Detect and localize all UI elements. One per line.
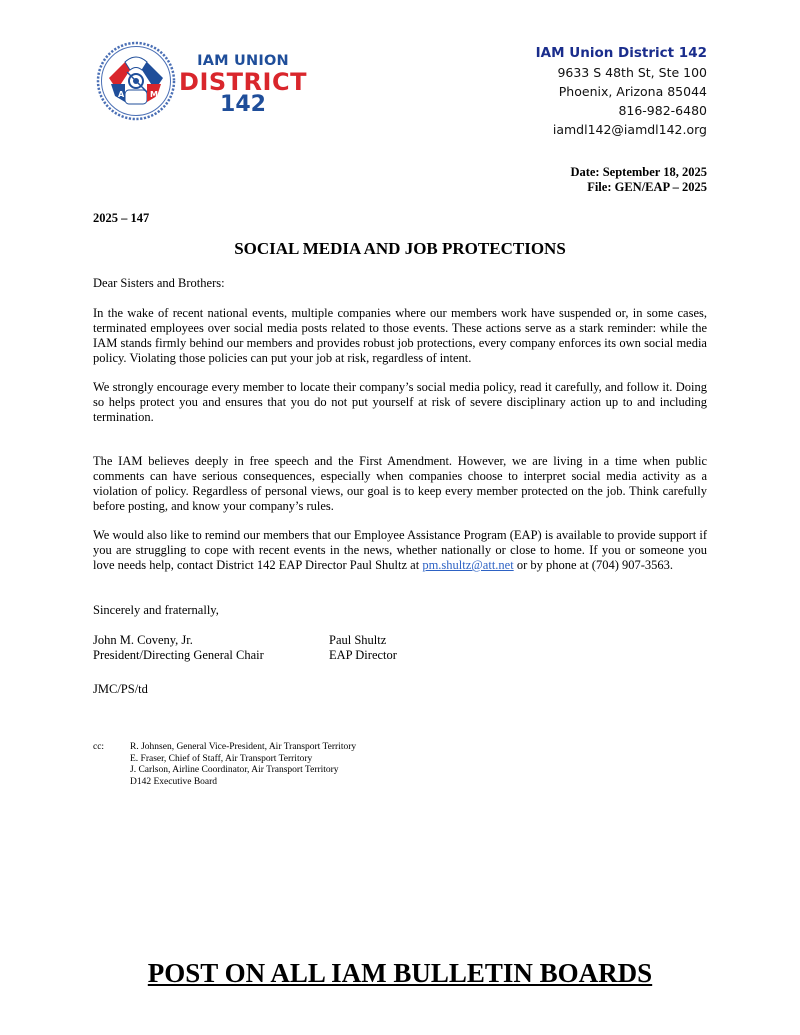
letter-file: File: GEN/EAP – 2025 (587, 180, 707, 194)
logo-wordmark (173, 54, 313, 116)
letter-title: SOCIAL MEDIA AND JOB PROTECTIONS (234, 239, 566, 258)
logo-line-iam-union: IAM UNION (197, 53, 289, 69)
letter-date: Date: September 18, 2025 (570, 165, 707, 179)
paragraph-4-text-after: or by phone at (704) 907-3563. (513, 558, 674, 572)
iam-district-142-logo (95, 40, 310, 130)
eap-email-link[interactable]: pm.shultz@att.net (422, 558, 514, 572)
cc-recipient: R. Johnsen, General Vice-President, Air Transport Territory (130, 742, 357, 752)
letter-reference-number: 2025 – 147 (93, 211, 150, 225)
svg-text:A: A (118, 90, 125, 99)
paragraph-4 (93, 528, 707, 573)
letterhead (0, 0, 800, 150)
iam-gear-seal-icon (95, 40, 177, 122)
logo-line-district: DISTRICT (179, 67, 307, 96)
paragraph-1: In the wake of recent national events, multiple companies where our members work have suspended or, in some cases, terminated employees over social media posts related to those events. These actions serve as a stark reminder: while the IAM stands firmly behind our members and provides robust job protections, every company enforces its own social media policy. Violating those policies can put your job at risk, regardless of intent. (93, 306, 707, 365)
org-address-line1: 9633 S 48th St, Ste 100 (557, 65, 707, 80)
typist-initials: JMC/PS/td (93, 682, 148, 696)
paragraph-2: We strongly encourage every member to locate their company’s social media policy, read it carefully, and follow it. Doing so helps protect you and ensures that you do not put yourself at risk of severe disciplinary action up to and including termination. (93, 380, 707, 424)
bulletin-board-notice: POST ON ALL IAM BULLETIN BOARDS (147, 958, 653, 988)
signer-name: Paul Shultz (329, 633, 387, 647)
cc-recipients (130, 742, 356, 788)
closing: Sincerely and fraternally, (93, 603, 219, 617)
cc-list (93, 742, 356, 788)
cc-label: cc: (93, 742, 105, 752)
paragraph-4-text-before: We would also like to remind our members that our Employee Assistance Program (EAP) is available to provide support if you are struggling to cope with recent events in the news, whether nationally or close to home. If you or someone you love needs help, contact District 142 EAP Director Paul Shultz at (93, 528, 707, 572)
signature-block-coveny (93, 633, 264, 663)
signer-title: EAP Director (329, 648, 397, 662)
letter-meta (570, 165, 707, 195)
signature-block-shultz (329, 633, 397, 663)
org-phone: 816-982-6480 (618, 103, 707, 118)
paragraph-3: The IAM believes deeply in free speech and the First Amendment. However, we are living in a time when public comments can have serious consequences, especially when companies choose to interpret social media activity as a violation of policy. Regardless of personal views, our goal is to keep every member protected on the job. Think carefully before posting, and know your company’s rules. (93, 454, 707, 513)
org-name: IAM Union District 142 (535, 45, 707, 61)
signer-title: President/Directing General Chair (93, 648, 264, 662)
org-address-line2: Phoenix, Arizona 85044 (558, 84, 707, 99)
cc-recipient: J. Carlson, Airline Coordinator, Air Transport Territory (130, 765, 339, 775)
cc-recipient: D142 Executive Board (130, 776, 218, 787)
svg-text:M: M (150, 90, 158, 99)
cc-recipient: E. Fraser, Chief of Staff, Air Transport Territory (130, 753, 313, 764)
signer-name: John M. Coveny, Jr. (93, 633, 193, 647)
logo-line-142: 142 (220, 91, 266, 117)
org-email: iamdl142@iamdl142.org (552, 122, 707, 137)
org-contact-block (536, 44, 707, 139)
salutation: Dear Sisters and Brothers: (93, 276, 225, 290)
